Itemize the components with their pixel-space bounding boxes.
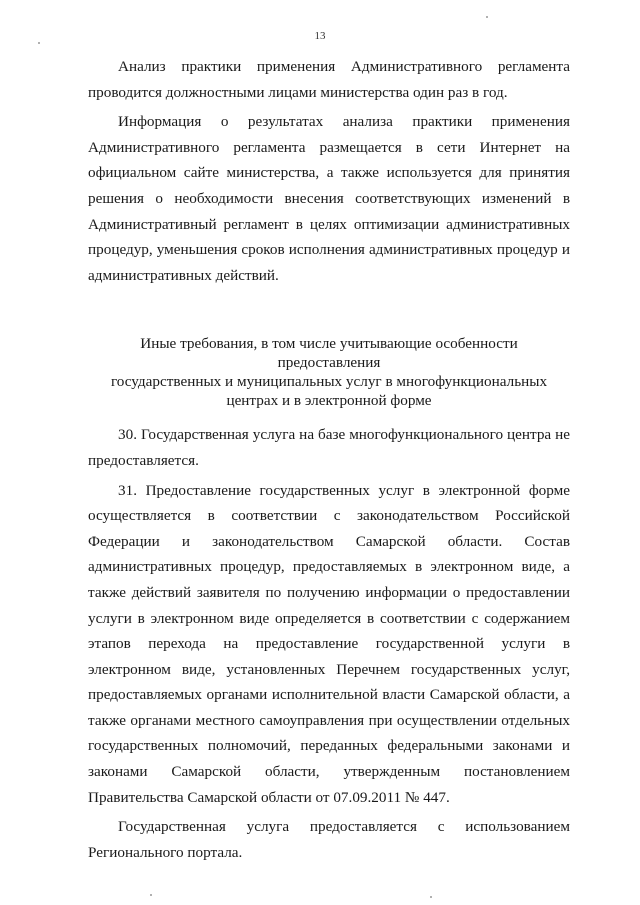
paragraph-item-30: 30. Государственная услуга на базе многофункционального центра не предоставляется. — [88, 426, 570, 469]
section-heading-line-2: государственных и муниципальных услуг в многофункциональных — [110, 373, 548, 391]
scan-speck — [38, 42, 40, 44]
section-heading-line-3: центрах и в электронной форме — [226, 392, 432, 410]
page-number: 13 — [314, 30, 326, 42]
paragraph-regional-portal: Государственная услуга предоставляется с использованием Регионального портала. — [88, 818, 570, 861]
section-heading-line-1: Иные требования, в том числе учитывающие особенности предоставления — [140, 335, 518, 372]
scan-speck — [150, 894, 152, 896]
section-heading — [88, 334, 570, 410]
scan-speck — [486, 16, 488, 18]
paragraph-analysis-practice: Анализ практики применения Административного регламента проводится должностными лицами министерства один раз в год. — [88, 58, 570, 101]
scan-speck — [430, 896, 432, 898]
paragraph-item-31: 31. Предоставление государственных услуг в электронной форме осуществляется в соответствии с законодательством Российской Федерации и законодательством Самарской области. Состав административных процедур, предоставляемых в электронном виде, а также действий заявителя по получению информации о предоставлении услуги в электронном виде определяется в соответствии с содержанием этапов перехода на предоставление государственной услуги в электронном виде, установленных Перечнем государственных услуг, предоставляемых органами исполнительной власти Самарской области, а также органами местного самоуправления при осуществлении отдельных государственных полномочий, переданных федеральными законами и законами Самарской области, утвержденным постановлением Правительства Самарской области от 07.09.2011 № 447. — [88, 481, 570, 806]
paragraph-analysis-information: Информация о результатах анализа практики применения Административного регламента размещается в сети Интернет на официальном сайте министерства, а также используется для принятия решения о необходимости внесения соответствующих изменений в Административный регламент в целях оптимизации административных процедур, уменьшения сроков исполнения административных процедур и административных действий. — [88, 113, 570, 284]
document-body — [88, 54, 570, 865]
